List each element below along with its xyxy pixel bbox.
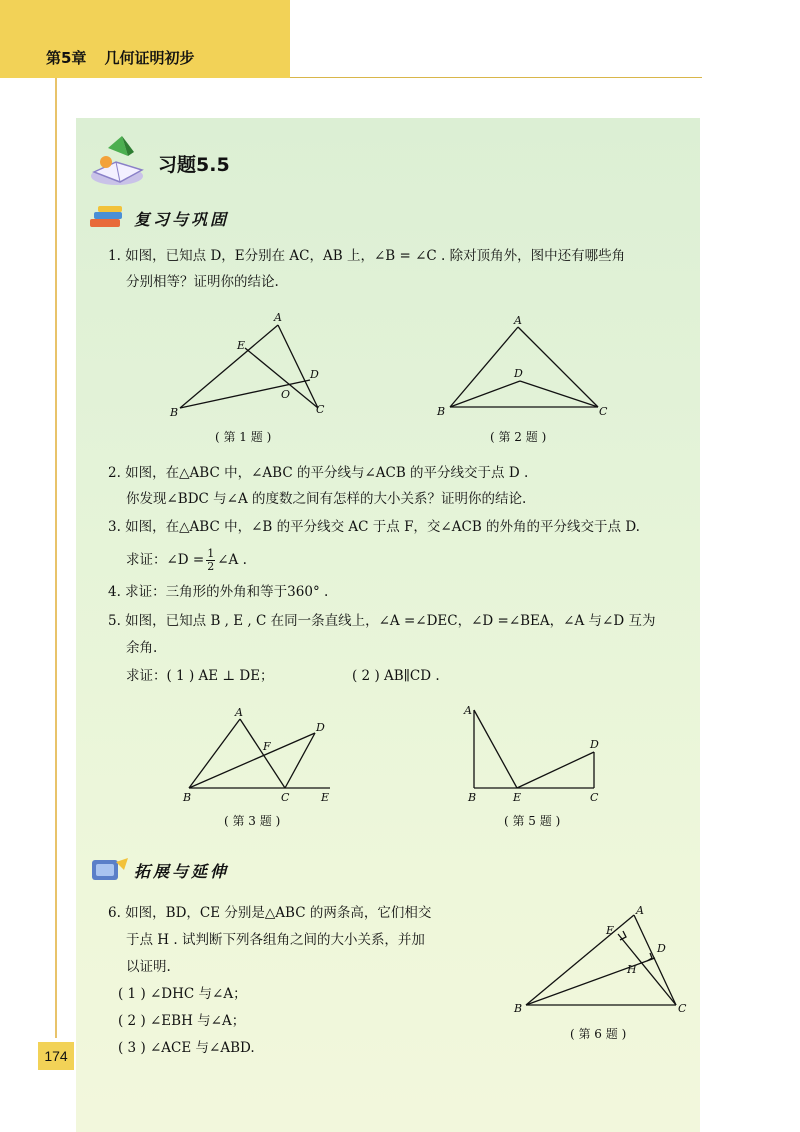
problem-5-proof-2: ( 2 ) AB∥CD . [352,668,440,684]
fig3-label-d: D [316,721,325,734]
fig3-label-b: B [183,791,192,804]
fig3-label-f: F [263,740,271,753]
fig5-caption: ( 第 5 题 ) [504,814,561,828]
fig1-label-c: C [316,403,325,416]
fig1-label-a: A [274,311,282,324]
fig6-label-d: D [657,942,666,955]
problem-6-line-1: 6. 如图，BD，CE 分别是△ABC 的两条高，它们相交 [108,905,432,921]
page-number: 174 [38,1042,74,1070]
chapter-name: 几何证明初步 [104,49,195,67]
fig2-label-b: B [437,405,446,418]
problem-5-line-2: 余角. [126,640,158,656]
fig5-label-a: A [464,704,472,717]
fig1-caption: ( 第 1 题 ) [215,430,272,444]
fig5-label-b: B [468,791,477,804]
fraction-one-half [206,548,215,573]
fig6-label-a: A [636,904,644,917]
problem-2-line-2: 你发现∠BDC 与∠A 的度数之间有怎样的大小关系？证明你的结论. [126,491,527,507]
exercise-title: 习题5.5 [158,154,230,176]
fig2-label-a: A [514,314,522,327]
extension-icon [90,856,130,884]
problem-2-line-1: 2. 如图，在△ABC 中，∠ABC 的平分线与∠ACB 的平分线交于点 D . [108,465,529,481]
problem-1-line-2: 分别相等？证明你的结论. [126,274,279,290]
fig6-label-h: H [627,963,637,976]
fraction-denominator: 2 [207,560,215,573]
fig1-label-o: O [281,388,291,401]
fig5-label-d: D [590,738,599,751]
problem-3-proof-prefix: 求证：∠D = [126,552,205,568]
fraction-numerator: 1 [207,547,215,560]
fig3-label-e: E [321,791,330,804]
problem-6-item-2: ( 2 ) ∠EBH 与∠A； [118,1013,246,1029]
fig3-label-c: C [281,791,290,804]
problem-5-line-1: 5. 如图，已知点 B , E , C 在同一条直线上，∠A =∠DEC，∠D =∠BEA，∠A 与∠D 互为 [108,613,656,629]
fig3-label-a: A [235,706,243,719]
fig5-label-c: C [590,791,599,804]
problem-3-proof [126,548,247,573]
fig2-label-c: C [599,405,608,418]
fig2-caption: ( 第 2 题 ) [490,430,547,444]
problem-6-item-3: ( 3 ) ∠ACE 与∠ABD. [118,1040,255,1056]
section-extension-title: 拓展与延伸 [134,862,230,881]
fig6-label-c: C [678,1002,687,1015]
problem-1-line-1: 1. 如图，已知点 D，E分别在 AC，AB 上，∠B = ∠C . 除对顶角外，图中还有哪些角 [108,248,626,264]
fig6-caption: ( 第 6 题 ) [570,1027,627,1041]
fig1-label-e: E [237,339,246,352]
fig1-label-b: B [170,406,179,419]
problem-5-proof-1: 求证：( 1 ) AE ⊥ DE； [126,668,274,684]
chapter-label: 第5章 [46,49,87,67]
problem-4-line-1: 4. 求证：三角形的外角和等于360° . [108,584,329,600]
fig6-label-e: E [606,924,615,937]
fig1-label-d: D [310,368,319,381]
section-review-title: 复习与巩固 [134,210,230,229]
problem-6-item-1: ( 1 ) ∠DHC 与∠A； [118,986,247,1002]
fig2-label-d: D [514,367,523,380]
problem-3-proof-suffix: ∠A . [217,552,247,568]
problem-6-line-3: 以证明. [126,959,171,975]
problem-3-line-1: 3. 如图，在△ABC 中，∠B 的平分线交 AC 于点 F，交∠ACB 的外角的平分线交于点 D. [108,519,640,535]
fig6-label-b: B [514,1002,523,1015]
problem-6-line-2: 于点 H . 试判断下列各组角之间的大小关系，并加 [126,932,425,948]
fig5-label-e: E [513,791,522,804]
fig3-caption: ( 第 3 题 ) [224,814,281,828]
